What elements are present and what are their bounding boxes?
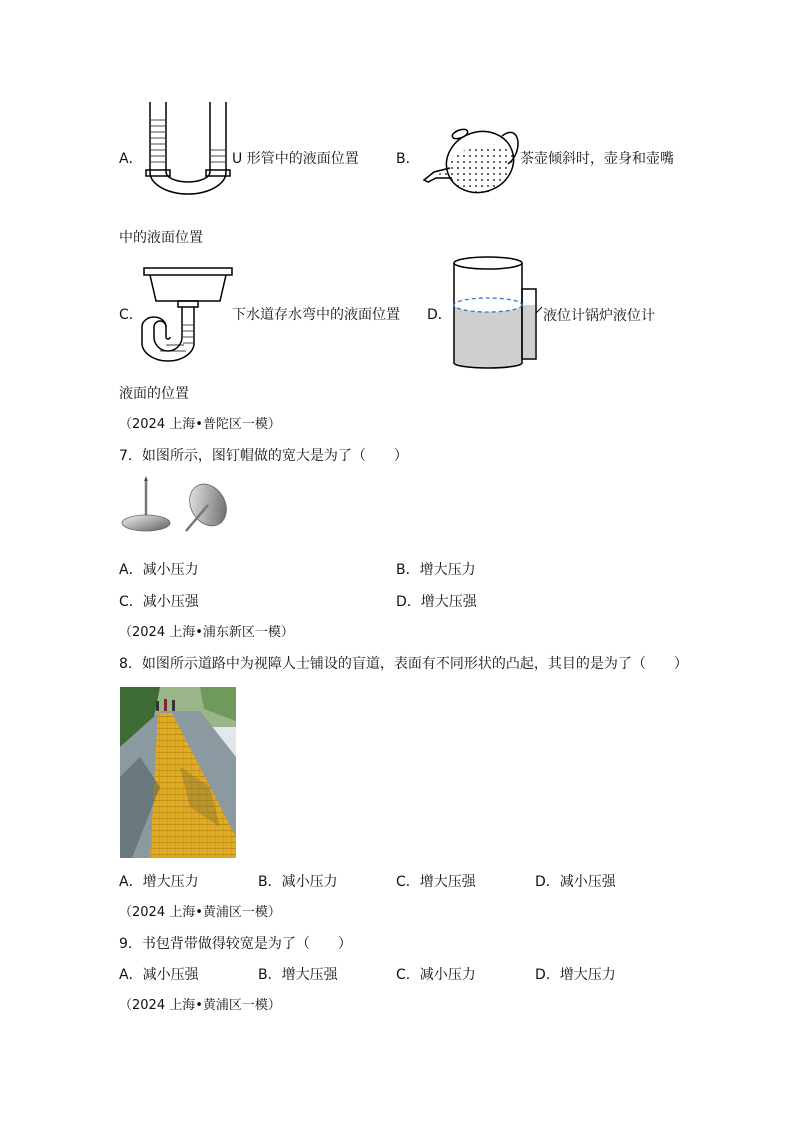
q9-option-a: A．减小压强: [119, 967, 199, 983]
q7-option-a: A．减小压力: [119, 562, 199, 578]
thumbtack-figure: [118, 475, 230, 537]
u-tube-figure: [140, 100, 236, 202]
tactile-paving-photo: [120, 687, 236, 858]
sink-trap-figure: [140, 265, 238, 365]
q7-stem: 7．如图所示，图钉帽做的宽大是为了（ ）: [119, 448, 408, 464]
water-level-gauge-figure: [450, 255, 542, 370]
q8-stem: 8．如图所示道路中为视障人士铺设的盲道，表面有不同形状的凸起，其目的是为了（ ）: [119, 656, 688, 672]
q7-source: （2024 上海•普陀区一模）: [119, 417, 281, 432]
q7-option-b: B．增大压力: [396, 562, 476, 578]
q7-option-d: D．增大压强: [396, 594, 477, 610]
q8-option-d: D．减小压强: [535, 874, 616, 890]
q9-option-d: D．增大压力: [535, 967, 616, 983]
q9-source: （2024 上海•黄浦区一模）: [119, 905, 281, 920]
q8-option-b: B．减小压力: [258, 874, 338, 890]
q8-source: （2024 上海•浦东新区一模）: [119, 625, 294, 640]
q9-option-b: B．增大压强: [258, 967, 338, 983]
option-b-text-continued: 中的液面位置: [119, 230, 203, 246]
q9-stem: 9．书包背带做得较宽是为了（ ）: [119, 936, 352, 952]
option-d-text: 液位计锅炉液位计: [543, 308, 655, 324]
q8-option-a: A．增大压力: [119, 874, 199, 890]
q7-option-c: C．减小压强: [119, 594, 199, 610]
option-d-letter: D．: [427, 307, 452, 323]
q9-option-c: C．减小压力: [396, 967, 476, 983]
option-a-letter: A．: [119, 151, 143, 167]
option-c-text: 下水道存水弯中的液面位置: [232, 307, 400, 323]
option-d-text-continued: 液面的位置: [119, 386, 189, 402]
option-a-text: U 形管中的液面位置: [232, 151, 359, 167]
q10-source: （2024 上海•黄浦区一模）: [119, 998, 281, 1013]
option-c-letter: C．: [119, 307, 143, 323]
q8-option-c: C．增大压强: [396, 874, 476, 890]
option-b-letter: B．: [396, 151, 420, 167]
option-b-text: 茶壶倾斜时，壶身和壶嘴: [520, 151, 674, 167]
teapot-figure: [420, 118, 524, 200]
